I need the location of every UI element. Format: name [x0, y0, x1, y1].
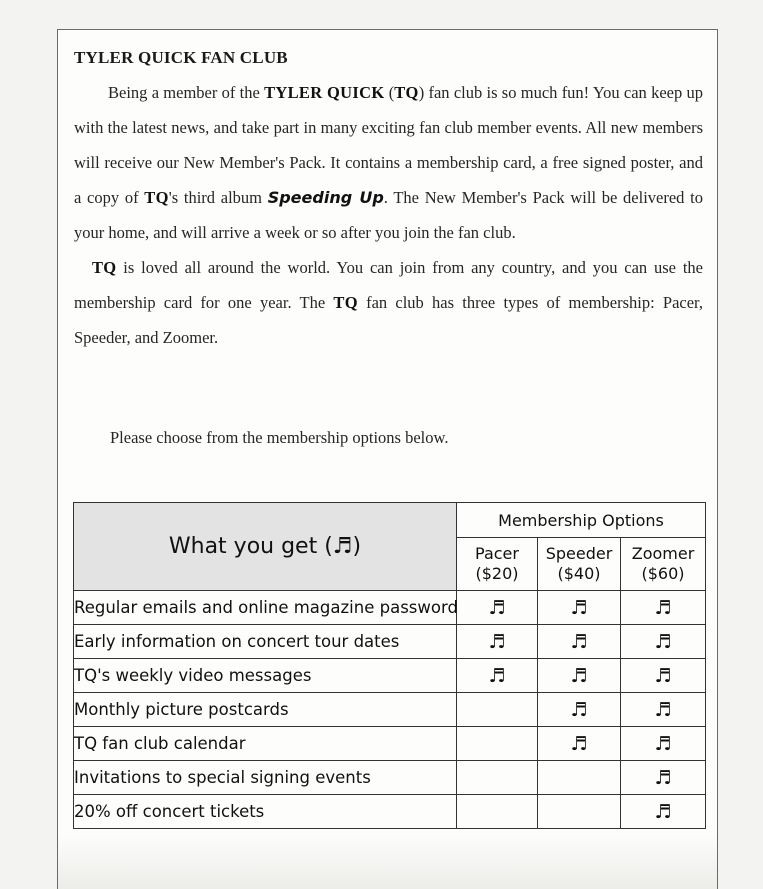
choose-instruction: Please choose from the membership options below. [110, 428, 449, 447]
table-row [74, 727, 706, 761]
music-note-icon: ♬ [621, 727, 706, 761]
album-title: Speeding Up [267, 188, 384, 207]
music-note-icon: ♬ [457, 591, 538, 625]
music-note-icon: ♬ [457, 659, 538, 693]
text-run: 's third album [168, 188, 268, 207]
plan-price: ($60) [641, 564, 685, 584]
band-name: TYLER QUICK [264, 83, 385, 102]
feature-label: TQ's weekly video messages [74, 659, 457, 693]
what-you-get-header: What you get (♬) [74, 503, 457, 591]
feature-label: TQ fan club calendar [74, 727, 457, 761]
table-row [74, 795, 706, 829]
feature-label: Monthly picture postcards [74, 693, 457, 727]
music-note-icon: ♬ [621, 693, 706, 727]
plan-name: Speeder [545, 544, 613, 564]
band-abbrev: TQ [92, 258, 117, 277]
music-note-icon: ♬ [621, 761, 706, 795]
text-run: ) fan club is so much fun! You can keep up with the latest news, and take part in many exciting fan club member events. All new members will receive our New Member's Pack. It contains a membership card, a free signed poster, and a copy of [74, 83, 703, 207]
music-note-icon: ♬ [457, 625, 538, 659]
plan-name: Pacer [475, 544, 519, 564]
empty-cell [457, 795, 538, 829]
empty-cell [457, 761, 538, 795]
band-abbrev: TQ [144, 188, 169, 207]
table-row [74, 625, 706, 659]
music-note-icon: ♬ [538, 659, 621, 693]
empty-cell [457, 727, 538, 761]
empty-cell [538, 761, 621, 795]
text-run: is loved all around the world. You can join from any country, and you can use the membership card for one year. The [74, 258, 703, 312]
table-header-row [74, 503, 706, 538]
plan-header-zoomer [621, 538, 706, 591]
text-run: fan club has three types of membership: Pacer, Speeder, and Zoomer. [74, 293, 703, 347]
music-note-icon: ♬ [621, 625, 706, 659]
membership-table [73, 502, 706, 829]
intro-text [74, 75, 703, 355]
document-page [57, 29, 718, 889]
page-title: TYLER QUICK FAN CLUB [74, 48, 288, 67]
empty-cell [538, 795, 621, 829]
page-bottom-shadow [58, 834, 717, 889]
membership-options-header: Membership Options [457, 503, 706, 538]
table-row [74, 693, 706, 727]
plan-header-speeder [538, 538, 621, 591]
band-abbrev: TQ [333, 293, 358, 312]
music-note-icon: ♬ [538, 693, 621, 727]
table-row [74, 591, 706, 625]
table-row [74, 761, 706, 795]
band-abbrev: TQ [394, 83, 419, 102]
table-row [74, 659, 706, 693]
plan-header-pacer [457, 538, 538, 591]
music-note-icon: ♬ [621, 591, 706, 625]
plan-price: ($20) [475, 564, 519, 584]
text-run: ( [384, 83, 395, 102]
feature-label: 20% off concert tickets [74, 795, 457, 829]
text-run: Being a member of the [108, 83, 265, 102]
music-note-icon: ♬ [538, 591, 621, 625]
plan-price: ($40) [557, 564, 601, 584]
feature-label: Regular emails and online magazine password [74, 591, 457, 625]
music-note-icon: ♬ [538, 625, 621, 659]
empty-cell [457, 693, 538, 727]
feature-label: Early information on concert tour dates [74, 625, 457, 659]
intro-paragraph-2 [74, 250, 703, 355]
music-note-icon: ♬ [621, 795, 706, 829]
plan-name: Zoomer [631, 544, 695, 564]
feature-label: Invitations to special signing events [74, 761, 457, 795]
text-run: . The New Member's Pack will be delivered to your home, and will arrive a week or so after you join the fan club. [74, 188, 703, 242]
music-note-icon: ♬ [621, 659, 706, 693]
music-note-icon: ♬ [538, 727, 621, 761]
intro-paragraph-1 [74, 75, 703, 250]
